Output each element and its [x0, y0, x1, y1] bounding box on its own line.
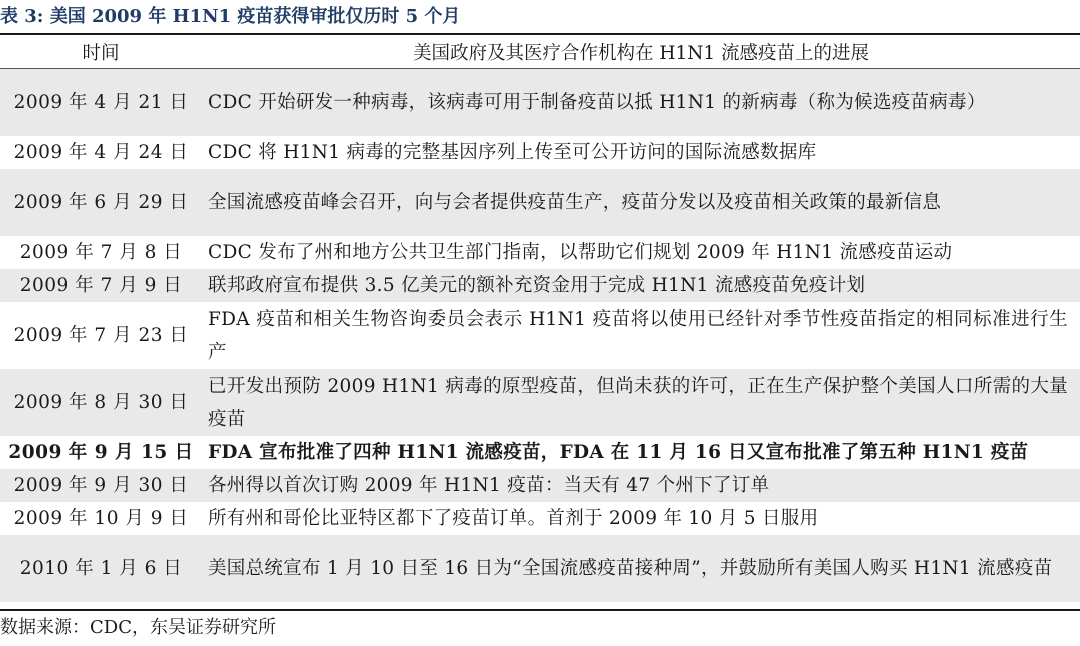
- table-row: [0, 535, 1080, 602]
- table-row: [0, 136, 1080, 169]
- table-row: [0, 502, 1080, 535]
- row-date: 2009 年 6 月 29 日: [0, 169, 202, 236]
- table-header-row: [0, 35, 1080, 69]
- row-description: FDA 宣布批准了四种 H1N1 流感疫苗，FDA 在 11 月 16 日又宣布批准了第五种 H1N1 疫苗: [202, 436, 1080, 469]
- row-date: 2009 年 7 月 8 日: [0, 236, 202, 269]
- row-description: FDA 疫苗和相关生物咨询委员会表示 H1N1 疫苗将以使用已经针对季节性疫苗指定的相同标准进行生产: [202, 302, 1080, 369]
- row-description: CDC 开始研发一种病毒，该病毒可用于制备疫苗以抵 H1N1 的新病毒（称为候选疫苗病毒）: [202, 69, 1080, 137]
- row-date: 2009 年 7 月 23 日: [0, 302, 202, 369]
- row-date: 2010 年 1 月 6 日: [0, 535, 202, 602]
- table-title: 表 3: 美国 2009 年 H1N1 疫苗获得审批仅历时 5 个月: [0, 6, 461, 27]
- table-row: [0, 436, 1080, 469]
- row-description: 各州得以首次订购 2009 年 H1N1 疫苗：当天有 47 个州下了订单: [202, 469, 1080, 502]
- row-date: 2009 年 4 月 21 日: [0, 69, 202, 137]
- table-row: [0, 302, 1080, 369]
- table-row: [0, 269, 1080, 302]
- row-date: 2009 年 8 月 30 日: [0, 369, 202, 436]
- table-row: [0, 169, 1080, 236]
- table-bottom-rule: [0, 609, 1080, 611]
- row-description: 联邦政府宣布提供 3.5 亿美元的额补充资金用于完成 H1N1 流感疫苗免疫计划: [202, 269, 1080, 302]
- row-description: CDC 将 H1N1 病毒的完整基因序列上传至可公开访问的国际流感数据库: [202, 136, 1080, 169]
- row-description: 全国流感疫苗峰会召开，向与会者提供疫苗生产，疫苗分发以及疫苗相关政策的最新信息: [202, 169, 1080, 236]
- row-date: 2009 年 4 月 24 日: [0, 136, 202, 169]
- row-date: 2009 年 9 月 15 日: [0, 436, 202, 469]
- row-date: 2009 年 10 月 9 日: [0, 502, 202, 535]
- progress-table: [0, 35, 1080, 602]
- source-note: 数据来源：CDC，东吴证券研究所: [0, 617, 276, 638]
- header-date: 时间: [0, 35, 202, 69]
- table-row: [0, 369, 1080, 436]
- row-date: 2009 年 9 月 30 日: [0, 469, 202, 502]
- header-description: 美国政府及其医疗合作机构在 H1N1 流感疫苗上的进展: [202, 35, 1080, 69]
- row-description: 美国总统宣布 1 月 10 日至 16 日为“全国流感疫苗接种周”，并鼓励所有美国人购买 H1N1 流感疫苗: [202, 535, 1080, 602]
- table-row: [0, 69, 1080, 137]
- row-date: 2009 年 7 月 9 日: [0, 269, 202, 302]
- row-description: CDC 发布了州和地方公共卫生部门指南，以帮助它们规划 2009 年 H1N1 流感疫苗运动: [202, 236, 1080, 269]
- row-description: 已开发出预防 2009 H1N1 病毒的原型疫苗，但尚未获的许可，正在生产保护整个美国人口所需的大量疫苗: [202, 369, 1080, 436]
- table-row: [0, 469, 1080, 502]
- row-description: 所有州和哥伦比亚特区都下了疫苗订单。首剂于 2009 年 10 月 5 日服用: [202, 502, 1080, 535]
- table-row: [0, 236, 1080, 269]
